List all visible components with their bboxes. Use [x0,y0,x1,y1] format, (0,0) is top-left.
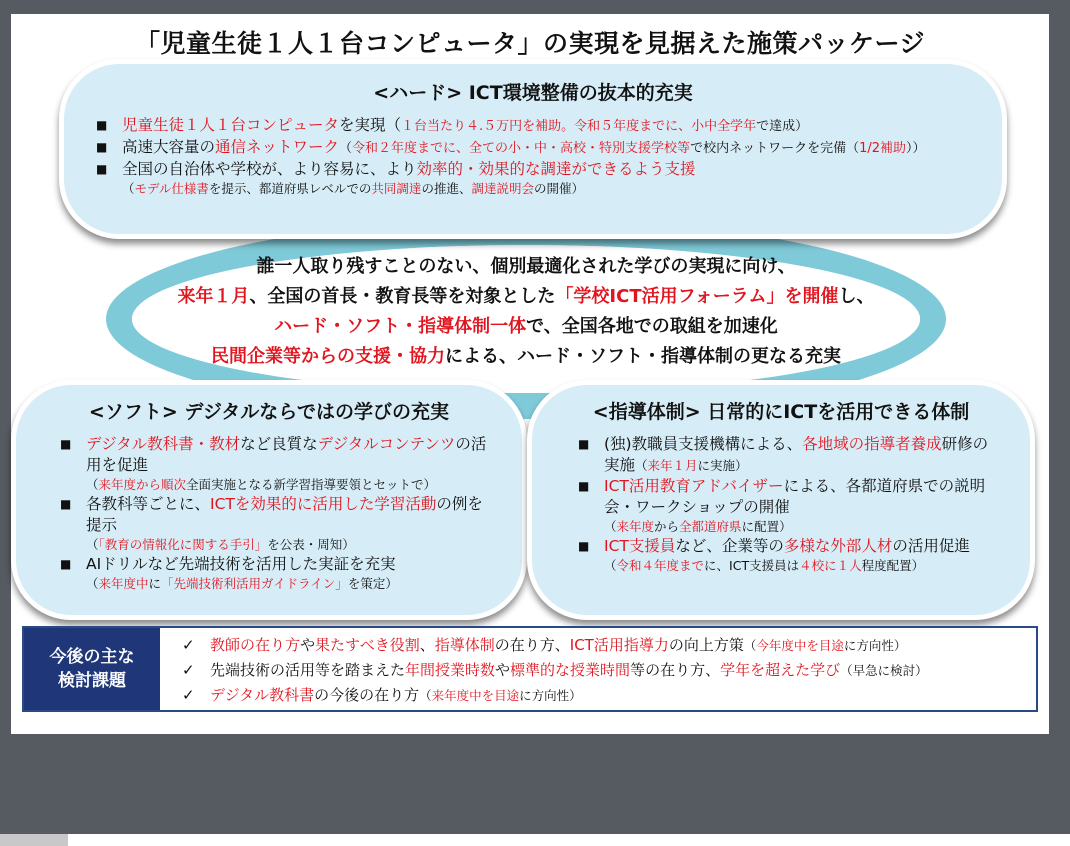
text: 指導体制 [434,636,495,654]
text: を策定） [347,576,398,591]
text: ICTを効果的に活用した学習活動 [210,495,437,513]
text: 来年１月 [177,286,250,307]
text: に [148,576,162,591]
text: 令和２年度までに、全ての小・中・高校・特別支援学校等 [352,141,691,156]
text: （ [419,688,432,703]
text: 「教育の情報化に関する手引」 [98,537,268,552]
text: 高速大容量の [122,138,216,156]
text: の在り方、 [494,636,570,654]
slide [11,14,1049,734]
text: 果たすべき役割 [315,636,420,654]
shido-item-3-sub [604,557,998,575]
soft-panel [11,380,527,620]
text: や [300,636,316,654]
text: など、企業等の [675,537,784,555]
text: 民間企業等からの支援・協力 [211,346,445,367]
text: の今後の在り方 [314,686,420,704]
text: で校内ネットワークを完備（ [690,141,860,156]
check-icon: ✓ [182,636,195,654]
text: の向上方策 [668,636,744,654]
text: （ [635,458,648,473]
hard-list [96,115,1002,198]
text: 年間授業時数 [405,661,496,679]
text: による、各都道府県での説明会・ワークショップの開催 [604,477,986,516]
text: 来年度中を目途 [431,688,520,703]
text: １台当たり４.５万円を補助。令和５年度までに、小中全学年 [401,119,757,134]
center-message [121,252,931,372]
text: 標準的な授業時間 [510,661,631,679]
issue-3 [182,683,928,708]
text: に方向性） [843,638,907,653]
text: （ [339,141,353,156]
soft-item-1 [60,434,490,494]
text: に方向性） [519,688,582,703]
text: 多様な外部人材 [783,537,893,555]
soft-item-2 [60,494,490,554]
text: に実施） [697,458,748,473]
text: ICT支援員 [604,537,676,555]
soft-list [60,434,490,593]
text: （ [122,181,135,196]
hard-item-3 [96,159,1002,198]
hard-panel [59,59,1007,239]
text: の例を提示 [86,495,483,534]
text: 共同調達 [371,181,422,196]
text: 児童生徒１人１台コンピュータ [122,116,340,134]
hard-panel-title: <ハード> ICT環境整備の抜本的充実 [373,82,693,104]
scrollbar-thumb[interactable] [0,834,68,846]
center-line-3 [121,312,931,342]
text: 各教科等ごとに、 [86,495,211,513]
text: （ [604,558,617,573]
text: （ [86,537,99,552]
hard-item-1 [96,115,1002,137]
text: 来年度中 [98,576,149,591]
text: 全国の自治体や学校が、より容易に、より [122,160,417,178]
issue-2 [182,658,928,683]
shido-panel [527,380,1035,620]
text: 全面実施となる新学習指導要領とセットで） [186,477,437,492]
shido-list [578,434,998,575]
text: で、全国各地での取組を加速化 [526,316,778,337]
shido-item-2 [578,476,998,536]
check-icon: ✓ [182,686,195,704]
text: など良質な [240,435,318,453]
text: を実現（ [339,116,402,134]
issue-1 [182,633,928,658]
text: (独)教職員支援機構による、 [604,435,803,453]
text: 今後の主な [49,647,135,667]
text: や [495,661,511,679]
future-issues-box [22,626,1038,712]
text: デジタル教科書 [210,686,315,704]
soft-item-1-sub [86,476,490,494]
text: 来年度から順次 [98,477,187,492]
text: 来年１月 [647,458,698,473]
check-icon: ✓ [182,661,195,679]
text: （早急に検討） [840,663,928,678]
text: 1/2補助 [859,141,907,156]
text: 教師の在り方 [210,636,301,654]
text: デジタル教科書・教材 [86,435,241,453]
text: （ [86,477,99,492]
text: 先端技術の活用等を踏まえた [210,661,406,679]
text: 学年を超えた学び [720,661,841,679]
text: （ [743,638,757,653]
text: で達成） [756,119,809,134]
shido-item-1-sub [635,458,748,473]
hard-item-3-sub [122,180,1002,198]
text: 全都道府県 [679,519,742,534]
text: 通信ネットワーク [215,138,340,156]
text: 令和４年度まで [616,558,705,573]
text: 効率的・効果的な調達ができるよう支援 [416,160,696,178]
text: モデル仕様書 [134,181,209,196]
soft-item-3 [60,554,490,593]
horizontal-scrollbar[interactable] [0,834,1070,846]
text: （ [86,576,99,591]
text: の推進、 [421,181,472,196]
text: デジタルコンテンツ [317,435,456,453]
text: の開催） [533,181,584,196]
text: の活用を促進 [86,435,487,474]
shido-item-2-sub [604,518,998,536]
text: ICT活用指導力 [569,636,669,654]
soft-panel-title: <ソフト> デジタルならではの学びの充実 [88,401,450,423]
text: を公表・周知） [267,537,355,552]
text: 等の在り方、 [630,661,721,679]
text: ）） [906,141,926,156]
text: ハード・ソフト・指導体制一体 [274,316,527,337]
shido-panel-title: <指導体制> 日常的にICTを活用できる体制 [592,401,970,423]
shido-item-1 [578,434,998,476]
text: 研修の実施 [604,435,989,474]
page-title: 「児童生徒１人１台コンピュータ」の実現を見据えた施策パッケージ [134,29,925,58]
text: に、ICT支援員は [704,558,800,573]
text: を提示、都道府県レベルでの [208,181,372,196]
text: 、 [419,636,435,654]
text: し、 [838,286,875,307]
future-issues-label [24,628,160,710]
center-line-1: 誰一人取り残すことのない、個別最適化された学びの実現に向け、 [256,256,796,277]
text: 「先端技術利活用ガイドライン」 [161,576,348,591]
text: 検討課題 [58,671,126,691]
text: 来年度 [616,519,655,534]
text: 程度配置） [861,558,925,573]
text: の活用促進 [892,537,970,555]
text: 各地域の指導者養成 [802,435,942,453]
text: ４校に１人 [799,558,862,573]
future-issues-list [182,633,928,708]
text: 「学校ICT活用フォーラム」を開催 [555,286,839,307]
text: による、ハード・ソフト・指導体制の更なる充実 [445,346,841,367]
text: から [654,519,680,534]
text: AIドリルなど先端技術を活用した実証を充実 [86,555,396,573]
text: 、全国の首長・教育長等を対象とした [249,286,556,307]
text: 調達説明会 [471,181,534,196]
shido-item-3 [578,536,998,575]
text: （ [604,519,617,534]
hard-item-2 [96,137,1002,159]
center-line-2 [121,282,931,312]
text: 今年度中を目途 [756,638,844,653]
text: に配置） [741,519,792,534]
text: ICT活用教育アドバイザー [604,477,784,495]
soft-item-2-sub [86,536,490,554]
center-line-4 [121,342,931,372]
soft-item-3-sub [86,575,490,593]
